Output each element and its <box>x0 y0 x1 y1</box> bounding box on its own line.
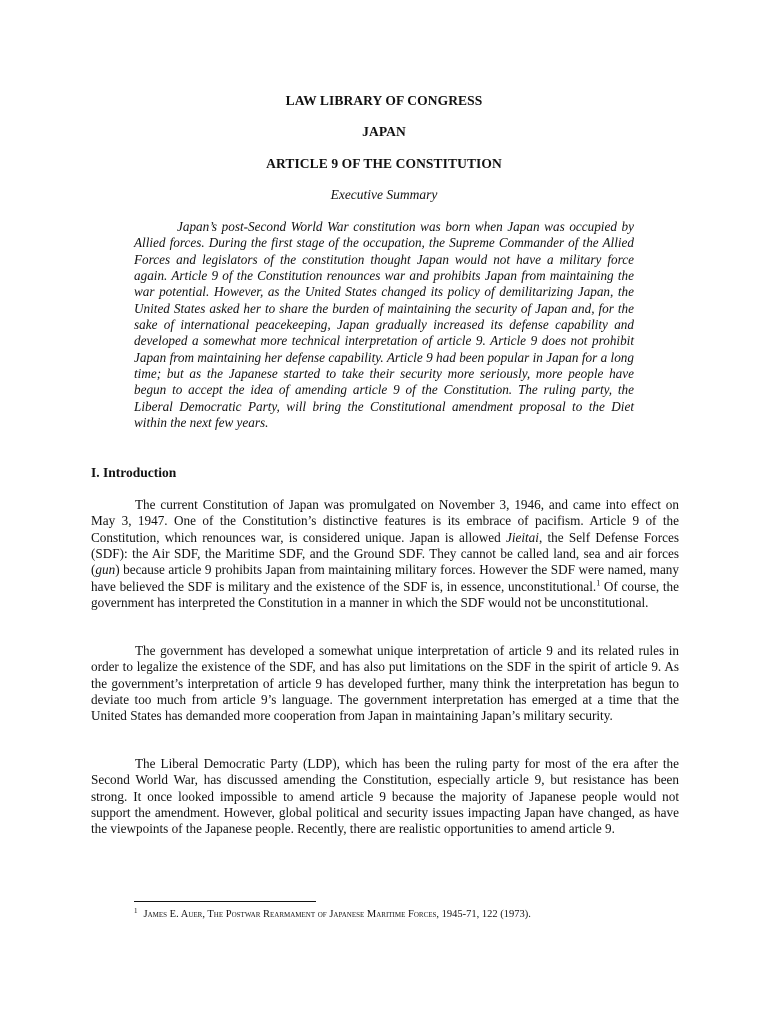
paragraph-text: The current Constitution of Japan was promulgated on November 3, 1946, and came into effect on May 3, 1947. One of the Constitution’s distinctive features is its embrace of pacifism. Article 9 of the Constitution, which renounces war, is considered unique. Japan is allowed <box>91 497 679 545</box>
footnote-divider <box>134 901 316 902</box>
organization-heading: LAW LIBRARY OF CONGRESS <box>285 93 483 108</box>
term-jieitai: Jieitai <box>505 529 539 545</box>
term-gun: gun <box>95 562 116 578</box>
footnote-text: James E. Auer, The Postwar Rearmament of Japanese Maritime Forces, 1945-71, 122 (1973). <box>143 909 531 920</box>
footnote-number: 1 <box>134 906 138 915</box>
section-heading-introduction: I. Introduction <box>91 465 177 480</box>
footnote-reference[interactable]: 1 <box>596 578 601 588</box>
footnote <box>134 908 674 921</box>
document-title: ARTICLE 9 OF THE CONSTITUTION <box>266 156 502 171</box>
executive-summary-label: Executive Summary <box>330 187 438 202</box>
introduction-paragraph-2: The government has developed a somewhat unique interpretation of article 9 and its related rules in order to legalize the existence of the SDF, and has also put limitations on the SDF in the spirit of article 9. As the government’s interpretation of article 9 has developed further, many think the interpretation has begun to deviate too much from article 9’s language. The government interpretation has emerged at a time that the United States has demanded more cooperation from Japan in maintaining Japan’s military security. <box>91 643 679 724</box>
introduction-paragraph-3: The Liberal Democratic Party (LDP), which has been the ruling party for most of the era after the Second World War, has discussed amending the Constitution, especially article 9, but resistance has been strong. It once looked impossible to amend article 9 because the majority of Japanese people would not support the amendment. However, global political and security issues impacting Japan have changed, as have the viewpoints of the Japanese people. Recently, there are realistic opportunities to amend article 9. <box>91 756 679 837</box>
introduction-paragraph-1 <box>91 497 679 611</box>
paragraph-text: Of course, the government has interpreted the Constitution in a manner in which the SDF would not be unconstitutional. <box>91 578 679 611</box>
country-heading: JAPAN <box>362 124 406 139</box>
executive-summary-text: Japan’s post-Second World War constitution was born when Japan was occupied by Allied forces. During the first stage of the occupation, the Supreme Commander of the Allied Forces and legislators of the constitution thought Japan would not have a military force again. Article 9 of the Constitution renounces war and prohibits Japan from maintaining the war potential. However, as the United States changed its policy of demilitarizing Japan, the United States asked her to share the burden of maintaining the security of Japan and, for the sake of international peacekeeping, Japan gradually increased its defense capability and developed a somewhat more technical interpretation of article 9. Article 9 does not prohibit Japan from maintaining her defense capability. Article 9 had been popular in Japan for a long time; but as the Japanese started to take their security more seriously, more people have begun to accept the idea of amending article 9 of the Constitution. The ruling party, the Liberal Democratic Party, will bring the Constitutional amendment proposal to the Diet within the next few years. <box>134 219 634 431</box>
paragraph-text: , the Self Defense Forces (SDF): the Air SDF, the Maritime SDF, and the Ground SDF. They cannot be called land, sea and air forces ( <box>91 529 679 578</box>
paragraph-text: ) because article 9 prohibits Japan from maintaining military forces. However the SDF were named, many have believed the SDF is military and the existence of the SDF is, in essence, unconstitutional. <box>91 562 679 594</box>
